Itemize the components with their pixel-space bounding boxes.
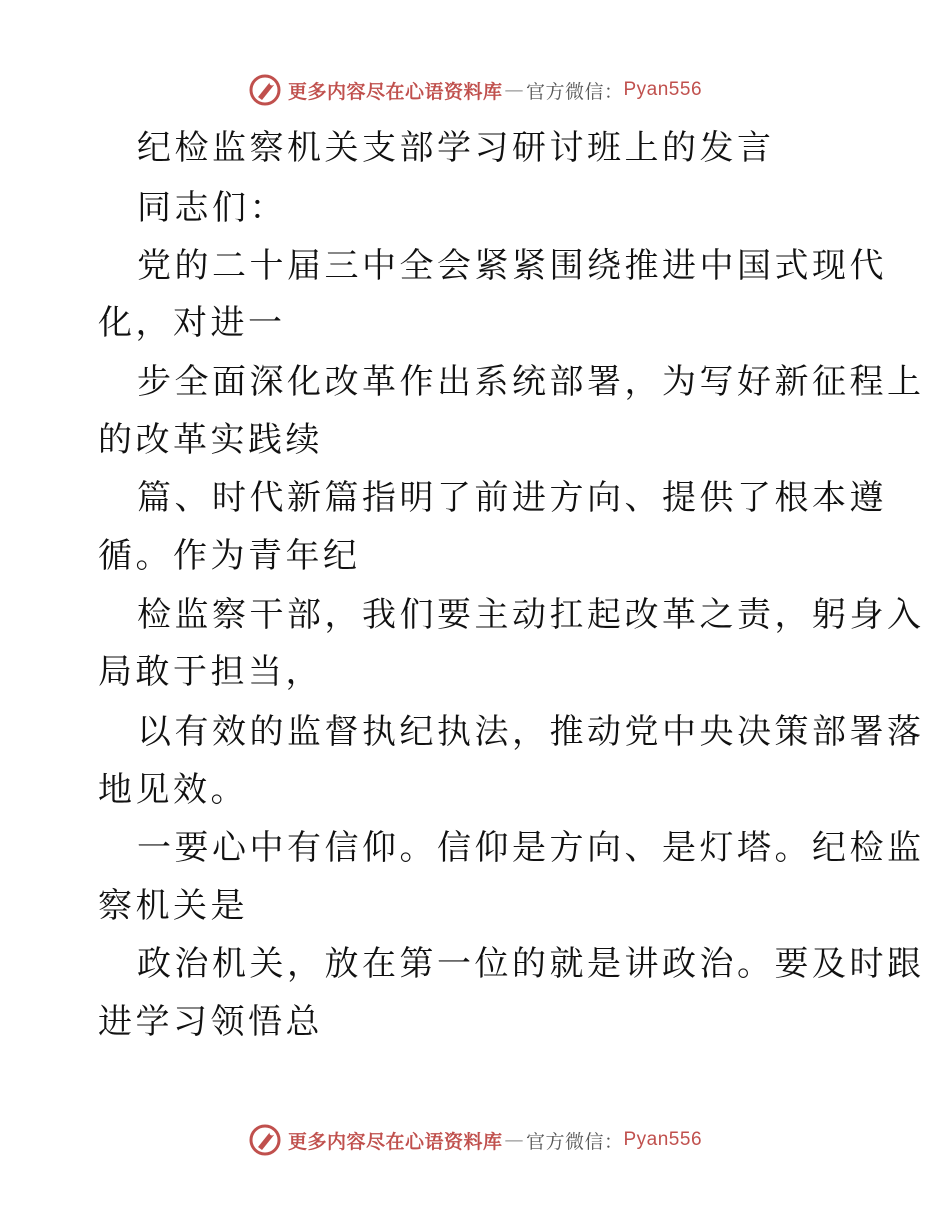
banner-dash: — [504,79,524,101]
text-line: 政治机关，放在第一位的就是讲政治。要及时跟 [137,944,925,984]
pen-logo-icon [248,73,282,107]
text-line: 进学习领悟总 [98,1002,323,1042]
text-line: 化，对进一 [98,303,286,343]
text-line: 党的二十届三中全会紧紧围绕推进中国式现代 [137,246,887,286]
banner-wechat-label: 官方微信： [525,80,624,103]
text-line: 检监察干部，我们要主动扛起改革之责，躬身入 [137,595,925,635]
text-line: 步全面深化改革作出系统部署，为写好新征程上 [137,362,925,402]
pen-logo-icon [248,1123,282,1157]
document-title: 纪检监察机关支部学习研讨班上的发言 [137,128,775,168]
banner-wechat-id: Pyan556 [623,79,703,100]
footer-banner [0,1120,950,1160]
text-line: 的改革实践续 [98,420,323,460]
header-banner [0,70,950,110]
banner-brand: 更多内容尽在心语资料库 [287,80,503,103]
banner-dash: — [504,1129,524,1151]
banner-wechat-label: 官方微信： [525,1130,624,1153]
banner-brand: 更多内容尽在心语资料库 [287,1130,503,1153]
text-line: 循。作为青年纪 [98,536,361,576]
text-line: 篇、时代新篇指明了前进方向、提供了根本遵 [137,478,887,518]
text-line: 察机关是 [98,886,248,926]
text-line: 以有效的监督执纪执法，推动党中央决策部署落 [137,712,925,752]
text-line: 局敢于担当， [98,652,323,692]
text-line: 一要心中有信仰。信仰是方向、是灯塔。纪检监 [137,828,925,868]
salutation: 同志们： [137,188,287,228]
text-line: 地见效。 [98,770,248,810]
banner-wechat-id: Pyan556 [623,1129,703,1150]
